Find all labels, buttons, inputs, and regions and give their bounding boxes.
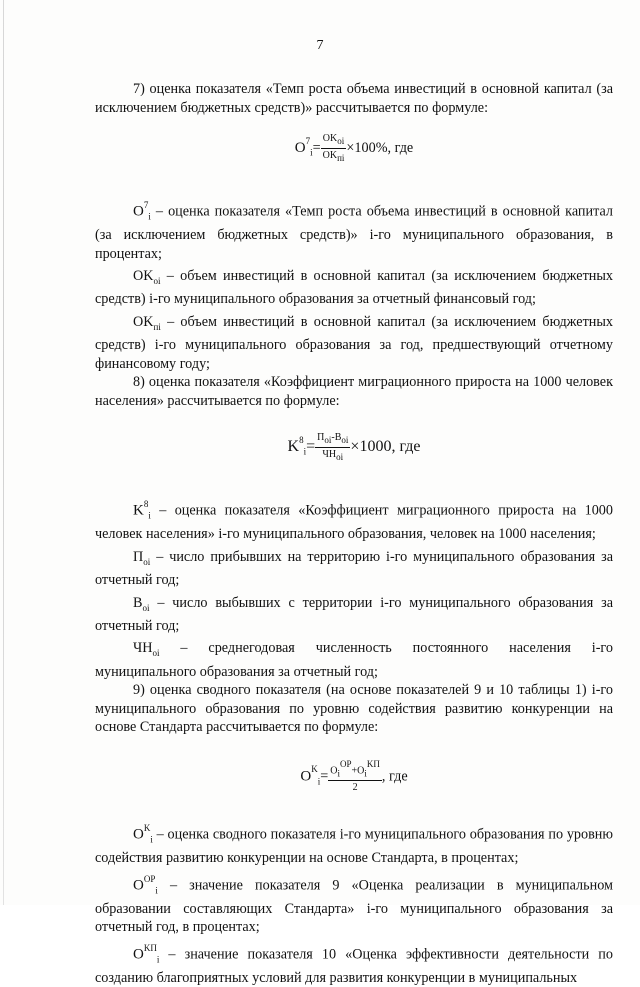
def-b-oi: $B_{oi}$ – число выбывших с территории i-го муниципального образования за отчетный год; [95, 594, 613, 634]
def-ok-oi: $OK_{oi}$ – объем инвестиций в основной капитал (за исключением бюджетных средств) i-го муниципального образования за отчетный финансовый год; [95, 268, 613, 308]
page-number: 7 [316, 38, 324, 53]
scan-edge [3, 0, 4, 905]
def-ok-k: $O^K_i$ – оценка сводного показателя i-го муниципального образования по уровню содействия развитию конкуренции на основе Стандарта, в процентах; [95, 823, 613, 867]
def-o7: $O^7_i$ – оценка показателя «Темп роста объема инвестиций в основной капитал (за исключением бюджетных средств)» i-го муниципального образования, в процентах; [95, 200, 613, 262]
formula-7-fraction: $\frac{\text{OKoi}}{\text{OKпi}}$ [322, 133, 345, 163]
formula-9-fraction: $\frac{\text{OiOP+OiKП}}{2}$ [330, 758, 380, 794]
def-o-kp: $O^{KП}_i$ – значение показателя 10 «Оценка эффективности деятельности по созданию благоприятных условий для развития конкуренции в муниципальных [95, 942, 613, 986]
formula-8: $K^8_i=$ $\frac{\text{Пoi-Boi}}{\text{ЧНoi}}$ ×1000, где [287, 432, 421, 463]
formula-8-fraction: $\frac{\text{Пoi-Boi}}{\text{ЧНoi}}$ [317, 432, 349, 463]
def-k8: $K^8_i$ – оценка показателя «Коэффициент миграционного прироста на 1000 человек населения» i-го муниципального образования, человек на 1000 населения; [95, 499, 613, 543]
def-p-oi: $П_{oi}$ – число прибывших на территорию i-го муниципального образования за отчетный год; [95, 548, 613, 589]
item-7-intro: 7) оценка показателя «Темп роста объема инвестиций в основной капитал (за исключением бюджетных средств)» рассчитывается по формуле: [95, 81, 613, 116]
def-chn-oi: $ЧН_{oi}$ – среднегодовая численность постоянного населения i-го муниципального образования за отчетный год; [95, 640, 613, 680]
def-ok-pi: $OK_{пi}$ – объем инвестиций в основной капитал (за исключением бюджетных средств) i-го муниципального образования за год, предшествующий отчетному финансовому году; [95, 313, 613, 372]
item-9-intro: 9) оценка сводного показателя (на основе показателей 9 и 10 таблицы 1) i-го муниципального образования по уровню содействия развитию конкуренции на основе Стандарта рассчитывается по формуле: [95, 682, 613, 736]
formula-9: $O^K_i=$ $\frac{\text{OiOP+OiKП}}{2}$ , где [300, 758, 408, 794]
def-o-or: $O^{OP}_i$ – значение показателя 9 «Оценка реализации в муниципальном образовании составляющих Стандарта» i-го муниципального образования за отчетный год, в процентах; [95, 873, 613, 936]
item-8-intro: 8) оценка показателя «Коэффициент миграционного прироста на 1000 человек населения» рассчитывается по формуле: [95, 374, 613, 409]
formula-7: $O^7_i=$ $\frac{\text{OKoi}}{\text{OKпi}}$ ×100%, где [294, 133, 414, 163]
document-body [95, 80, 613, 987]
